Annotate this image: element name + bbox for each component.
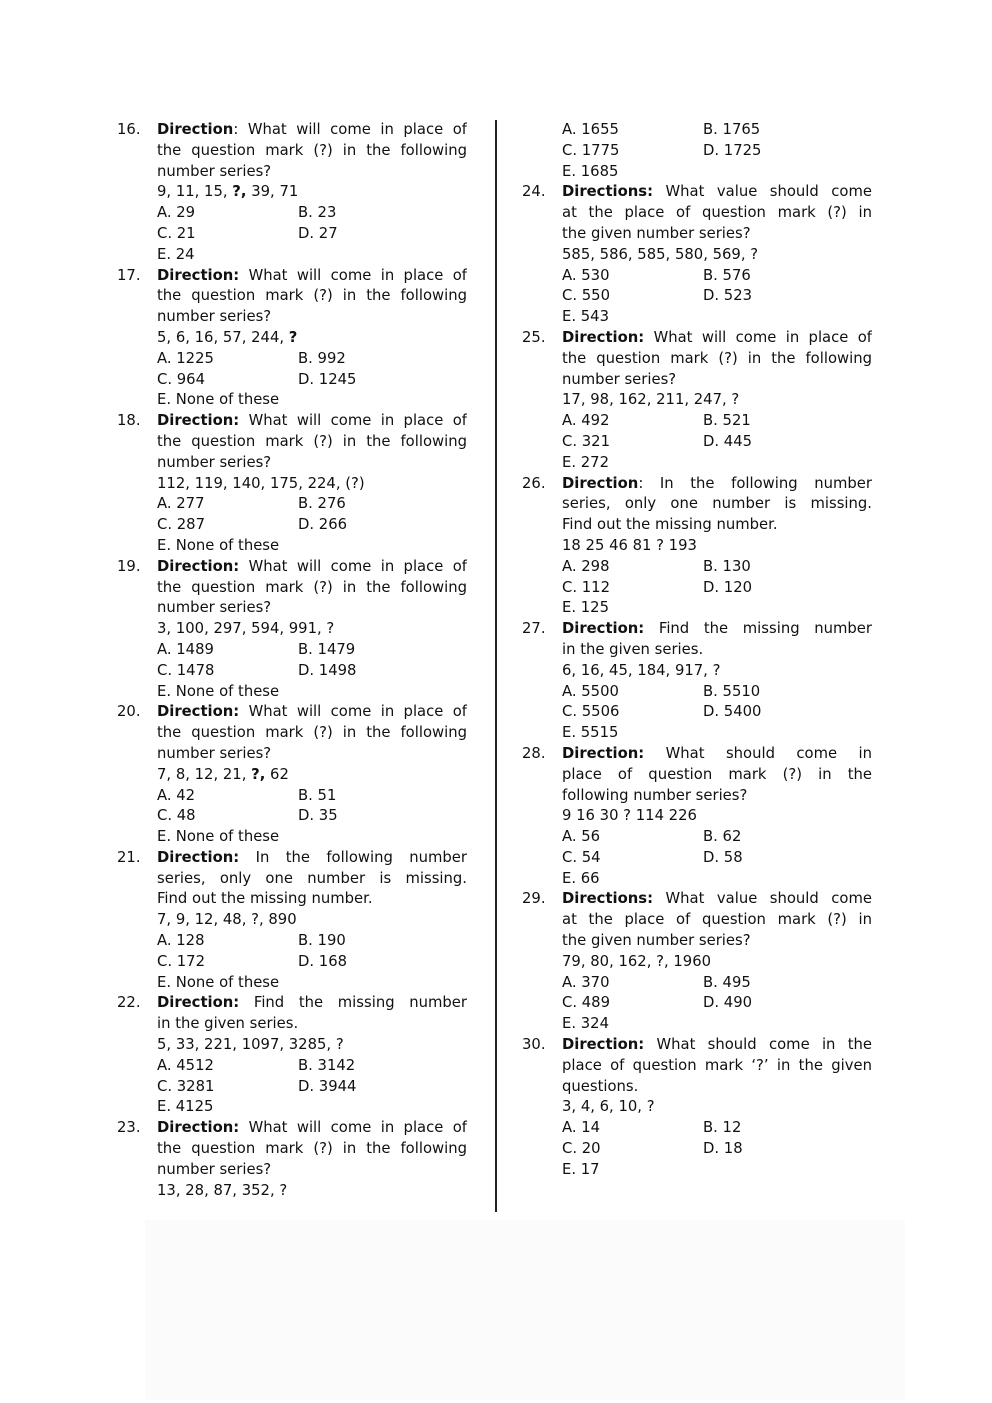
direction-line: in the given series. (562, 640, 704, 658)
question-first-line (522, 474, 874, 495)
direction-line: the question mark (?) in the following (157, 287, 467, 305)
direction-label: Direction (562, 474, 639, 492)
option: A. 14 (562, 1119, 601, 1137)
option: E. 4125 (157, 1098, 214, 1116)
question-24 (522, 182, 874, 328)
option-row (562, 1160, 872, 1181)
option-row (562, 598, 872, 619)
option-row (562, 1118, 872, 1139)
question-17 (117, 266, 469, 412)
direction-text (157, 266, 467, 287)
series-part: 112, 119, 140, 175, 224, (?) (157, 474, 365, 492)
question-first-line (117, 848, 469, 869)
page-bottom-shade (145, 1220, 905, 1400)
option: A. 29 (157, 204, 196, 222)
option: B. 51 (298, 786, 337, 804)
direction-line: place of question mark (?) in the (562, 765, 872, 783)
option: E. None of these (157, 828, 280, 846)
option: E. 272 (562, 453, 609, 471)
option: A. 277 (157, 495, 205, 513)
number-series (157, 619, 467, 640)
question-23 (117, 1118, 469, 1201)
option: D. 5400 (703, 703, 762, 721)
option: A. 128 (157, 932, 205, 950)
direction-line: number series? (157, 308, 272, 326)
option: E. 17 (562, 1160, 600, 1178)
direction-line: following number series? (562, 786, 748, 804)
direction-line: the given number series? (562, 224, 751, 242)
series-part: 7, 9, 12, 48, ?, 890 (157, 911, 297, 929)
question-first-line (522, 889, 874, 910)
option: E. 24 (157, 245, 195, 263)
direction-rest: What should come in (644, 744, 872, 762)
direction-text (157, 993, 467, 1014)
column-divider (495, 120, 497, 1212)
direction-line: series, only one number is missing. (157, 869, 467, 887)
option: C. 964 (157, 370, 205, 388)
option: A. 5500 (562, 682, 619, 700)
option-row (157, 245, 467, 266)
number-series (157, 765, 467, 786)
question-16 (117, 120, 469, 266)
option: A. 370 (562, 973, 610, 991)
direction-rest: What will come in place of (239, 557, 467, 575)
direction-line: the given number series? (562, 932, 751, 950)
question-28 (522, 744, 874, 890)
number-series (157, 182, 467, 203)
question-21 (117, 848, 469, 994)
direction-rest: What should come in the (644, 1036, 872, 1054)
option-row (562, 162, 872, 183)
option: B. 190 (298, 932, 346, 950)
option-row (157, 952, 467, 973)
option: B. 576 (703, 266, 751, 284)
question-number: 28. (522, 744, 546, 762)
question-first-line (117, 266, 469, 287)
direction-rest: What value should come (653, 183, 872, 201)
question-number: 22. (117, 994, 141, 1012)
option: C. 54 (562, 848, 601, 866)
series-part: 7, 8, 12, 21, (157, 765, 252, 783)
option: E. None of these (157, 973, 280, 991)
option: D. 490 (703, 994, 753, 1012)
number-series (157, 474, 467, 495)
option: C. 550 (562, 287, 610, 305)
direction-rest: What value should come (653, 890, 872, 908)
direction-line: the question mark (?) in the following (157, 724, 467, 742)
option: D. 523 (703, 287, 753, 305)
option: E. None of these (157, 391, 280, 409)
direction-rest: What will come in place of (239, 412, 467, 430)
option: B. 62 (703, 828, 742, 846)
option-row (562, 1139, 872, 1160)
question-number: 30. (522, 1036, 546, 1054)
option: A. 492 (562, 412, 610, 430)
direction-line: the question mark (?) in the following (562, 349, 872, 367)
series-part: 18 25 46 81 ? 193 (562, 536, 697, 554)
direction-line: Find out the missing number. (562, 516, 778, 534)
number-series (157, 328, 467, 349)
option-row (562, 702, 872, 723)
option: B. 3142 (298, 1056, 356, 1074)
option-row (157, 1097, 467, 1118)
direction-label: Direction: (157, 1119, 240, 1137)
option: A. 530 (562, 266, 610, 284)
option-row (157, 640, 467, 661)
question-26 (522, 474, 874, 620)
question-number: 24. (522, 183, 546, 201)
direction-label: Direction: (562, 744, 645, 762)
option-row (157, 827, 467, 848)
option-row (157, 515, 467, 536)
question-20 (117, 702, 469, 848)
option-row (157, 203, 467, 224)
option: A. 1489 (157, 640, 214, 658)
question-22 (117, 993, 469, 1118)
direction-text (157, 120, 467, 141)
series-part: 17, 98, 162, 211, 247, ? (562, 391, 740, 409)
option: C. 21 (157, 224, 196, 242)
option-row (157, 682, 467, 703)
series-part: 79, 80, 162, ?, 1960 (562, 952, 712, 970)
direction-label: Direction: (562, 328, 645, 346)
question-first-line (117, 993, 469, 1014)
question-number: 29. (522, 890, 546, 908)
option: D. 27 (298, 224, 338, 242)
option: A. 42 (157, 786, 196, 804)
option-row (562, 682, 872, 703)
option: D. 120 (703, 578, 753, 596)
number-series (562, 245, 872, 266)
direction-rest: What will come in place of (239, 266, 467, 284)
option: B. 1479 (298, 640, 356, 658)
option-row (562, 286, 872, 307)
direction-line: number series? (157, 453, 272, 471)
series-part: 39, 71 (246, 183, 299, 201)
direction-line: number series? (157, 744, 272, 762)
direction-label: Direction: (562, 1036, 645, 1054)
question-number: 18. (117, 412, 141, 430)
option-row (562, 993, 872, 1014)
direction-label: Direction: (157, 266, 240, 284)
option: E. 543 (562, 308, 609, 326)
direction-rest: What will come in place of (239, 703, 467, 721)
series-part: 5, 6, 16, 57, 244, (157, 328, 289, 346)
direction-rest: : In the following number (638, 474, 872, 492)
option: E. 1685 (562, 162, 619, 180)
option-row (562, 307, 872, 328)
option-row (562, 723, 872, 744)
option-row (157, 661, 467, 682)
option: C. 287 (157, 516, 205, 534)
series-part: 9, 11, 15, (157, 183, 233, 201)
option: E. 324 (562, 1015, 609, 1033)
series-part: 5, 33, 221, 1097, 3285, ? (157, 1036, 344, 1054)
option-row (562, 827, 872, 848)
option: B. 23 (298, 204, 337, 222)
question-number: 21. (117, 848, 141, 866)
direction-text (157, 557, 467, 578)
direction-rest: Find the missing number (644, 620, 872, 638)
option: C. 48 (157, 807, 196, 825)
option-row (562, 453, 872, 474)
option-row (157, 536, 467, 557)
direction-text (562, 889, 872, 910)
question-first-line (522, 744, 874, 765)
direction-line: number series? (157, 599, 272, 617)
option: B. 5510 (703, 682, 761, 700)
direction-line: place of question mark ‘?’ in the given (562, 1056, 872, 1074)
direction-text (562, 328, 872, 349)
series-part: 3, 4, 6, 10, ? (562, 1098, 655, 1116)
question-first-line (522, 182, 874, 203)
option-row (157, 1077, 467, 1098)
number-series (562, 661, 872, 682)
direction-rest: Find the missing number (239, 994, 467, 1012)
option-row (562, 432, 872, 453)
question-number: 16. (117, 121, 141, 138)
option: D. 3944 (298, 1077, 357, 1095)
option-row (562, 266, 872, 287)
number-series (562, 1097, 872, 1118)
series-part: 62 (265, 765, 289, 783)
number-series (157, 910, 467, 931)
series-part: 585, 586, 585, 580, 569, ? (562, 245, 759, 263)
direction-line: Find out the missing number. (157, 890, 373, 908)
question-first-line (117, 702, 469, 723)
question-30 (522, 1035, 874, 1181)
option: E. 66 (562, 869, 600, 887)
direction-line: questions. (562, 1077, 639, 1095)
option: C. 321 (562, 432, 610, 450)
direction-rest: What will come in place of (239, 1119, 467, 1137)
option: C. 1775 (562, 141, 620, 159)
option: D. 1725 (703, 141, 762, 159)
number-series (562, 806, 872, 827)
option: E. 5515 (562, 724, 619, 742)
direction-rest: In the following number (239, 848, 467, 866)
question-first-line (117, 1118, 469, 1139)
direction-line: in the given series. (157, 1015, 299, 1033)
direction-label: Direction: (157, 994, 240, 1012)
question-number: 27. (522, 620, 546, 638)
option-row (157, 786, 467, 807)
option: E. None of these (157, 682, 280, 700)
option: D. 1498 (298, 661, 357, 679)
number-series (157, 1035, 467, 1056)
question-number: 25. (522, 328, 546, 346)
series-part: 9 16 30 ? 114 226 (562, 807, 697, 825)
option: D. 35 (298, 807, 338, 825)
direction-line: the question mark (?) in the following (157, 141, 467, 159)
number-series (157, 1181, 467, 1202)
direction-text (562, 182, 872, 203)
direction-text (562, 744, 872, 765)
direction-rest: What will come in place of (644, 328, 872, 346)
option-row (157, 931, 467, 952)
direction-label: Direction (157, 121, 234, 138)
option: B. 130 (703, 557, 751, 575)
option: D. 58 (703, 848, 743, 866)
question-first-line (117, 557, 469, 578)
option-row (562, 141, 872, 162)
direction-label: Direction: (157, 848, 240, 866)
question-number: 19. (117, 557, 141, 575)
direction-label: Direction: (157, 557, 240, 575)
option: A. 298 (562, 557, 610, 575)
direction-text (157, 1118, 467, 1139)
series-part: 13, 28, 87, 352, ? (157, 1181, 288, 1199)
direction-label: Directions: (562, 890, 654, 908)
direction-text (562, 619, 872, 640)
option: A. 1225 (157, 349, 214, 367)
direction-label: Direction: (157, 412, 240, 430)
option-row (562, 1014, 872, 1035)
direction-text (157, 848, 467, 869)
direction-line: the question mark (?) in the following (157, 578, 467, 596)
option-row (157, 370, 467, 391)
question-first-line (117, 120, 469, 141)
series-part: 3, 100, 297, 594, 991, ? (157, 620, 335, 638)
option: A. 56 (562, 828, 601, 846)
direction-line: at the place of question mark (?) in (562, 204, 872, 222)
direction-line: number series? (562, 370, 677, 388)
question-18 (117, 411, 469, 557)
option-row (562, 411, 872, 432)
series-part: 6, 16, 45, 184, 917, ? (562, 661, 721, 679)
direction-text (157, 411, 467, 432)
question-25 (522, 328, 874, 474)
option-row (157, 1056, 467, 1077)
option: D. 18 (703, 1140, 743, 1158)
series-part: ?, (251, 765, 266, 783)
option-row (562, 973, 872, 994)
question-first-line (522, 1035, 874, 1056)
direction-label: Direction: (157, 703, 240, 721)
option-row (562, 557, 872, 578)
option: B. 992 (298, 349, 346, 367)
option-row (562, 120, 872, 141)
left-column (117, 120, 469, 1201)
option-row (157, 390, 467, 411)
right-column (522, 120, 874, 1181)
direction-line: the question mark (?) in the following (157, 1140, 467, 1158)
number-series (562, 536, 872, 557)
direction-line: at the place of question mark (?) in (562, 911, 872, 929)
direction-text (157, 702, 467, 723)
option: C. 172 (157, 952, 205, 970)
option-row (157, 349, 467, 370)
question-first-line (117, 411, 469, 432)
number-series (562, 952, 872, 973)
option: C. 489 (562, 994, 610, 1012)
option-row (157, 806, 467, 827)
option-row (562, 578, 872, 599)
option: C. 112 (562, 578, 610, 596)
direction-line: number series? (157, 1160, 272, 1178)
question-number: 23. (117, 1119, 141, 1137)
option-row (562, 848, 872, 869)
question-first-line (522, 619, 874, 640)
option-row (157, 973, 467, 994)
option: E. 125 (562, 599, 609, 617)
option: D. 266 (298, 516, 348, 534)
question-first-line (522, 328, 874, 349)
direction-rest: : What will come in place of (233, 121, 467, 138)
option-row (157, 494, 467, 515)
option: A. 4512 (157, 1056, 214, 1074)
question-number: 26. (522, 474, 546, 492)
question-19 (117, 557, 469, 703)
direction-label: Directions: (562, 183, 654, 201)
option: B. 12 (703, 1119, 742, 1137)
option: D. 445 (703, 432, 753, 450)
direction-line: series, only one number is missing. (562, 495, 872, 513)
direction-line: number series? (157, 162, 272, 180)
option-row (157, 224, 467, 245)
question-29 (522, 889, 874, 1035)
number-series (562, 390, 872, 411)
question-number: 20. (117, 703, 141, 721)
option: B. 276 (298, 495, 346, 513)
option-row (562, 869, 872, 890)
series-part: ?, (232, 183, 247, 201)
direction-text (562, 1035, 872, 1056)
option: C. 5506 (562, 703, 620, 721)
question-27 (522, 619, 874, 744)
series-part: ? (288, 328, 298, 346)
option: D. 168 (298, 952, 348, 970)
option: C. 1478 (157, 661, 215, 679)
direction-label: Direction: (562, 620, 645, 638)
option: C. 20 (562, 1140, 601, 1158)
direction-line: the question mark (?) in the following (157, 432, 467, 450)
option: D. 1245 (298, 370, 357, 388)
option: B. 521 (703, 412, 751, 430)
option: B. 495 (703, 973, 751, 991)
option: E. None of these (157, 536, 280, 554)
option: A. 1655 (562, 121, 619, 138)
direction-text (562, 474, 872, 495)
question-number: 17. (117, 266, 141, 284)
option: B. 1765 (703, 121, 761, 138)
option: C. 3281 (157, 1077, 215, 1095)
